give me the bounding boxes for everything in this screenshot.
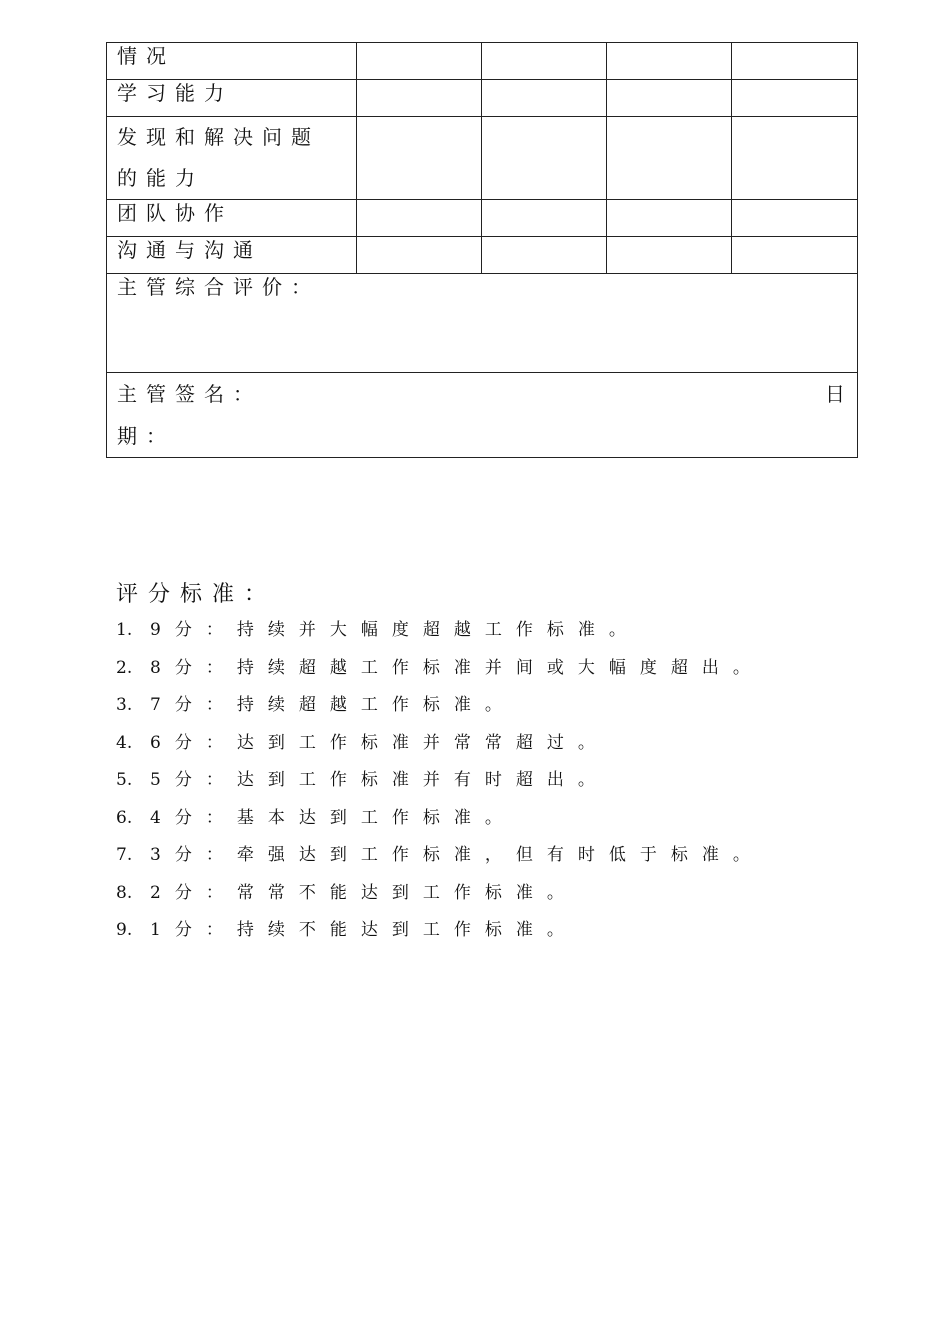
- row-label: 发现和解决问题的能力: [107, 117, 357, 200]
- signature-row: [107, 373, 858, 458]
- score-cell[interactable]: [732, 200, 858, 237]
- item-number: 5.: [116, 770, 133, 790]
- list-item: [116, 837, 836, 875]
- date-label-part1: 日: [825, 382, 845, 406]
- score-cell[interactable]: [482, 200, 607, 237]
- list-item: [116, 912, 836, 950]
- item-number: 6.: [116, 807, 133, 828]
- score-cell[interactable]: [732, 117, 858, 200]
- list-item: [116, 612, 836, 650]
- list-item: [116, 800, 836, 838]
- item-text: 5分：达到工作标准并有时超出。: [150, 770, 609, 790]
- signature-label: 主管签名：: [117, 382, 262, 406]
- summary-label: 主管综合评价：: [117, 275, 320, 299]
- item-number: 9.: [116, 920, 133, 940]
- list-item: [116, 725, 836, 763]
- summary-cell[interactable]: [107, 274, 858, 373]
- row-label: 沟通与沟通: [107, 237, 357, 274]
- score-cell[interactable]: [482, 43, 607, 80]
- item-text: 6分：达到工作标准并常常超过。: [150, 732, 609, 753]
- score-cell[interactable]: [357, 43, 482, 80]
- score-cell[interactable]: [357, 237, 482, 274]
- row-label: 情况: [107, 43, 357, 80]
- item-text: 7分：持续超越工作标准。: [150, 695, 516, 715]
- score-cell[interactable]: [482, 117, 607, 200]
- row-label: 团队协作: [107, 200, 357, 237]
- item-text: 1分：持续不能达到工作标准。: [150, 920, 578, 940]
- list-item: [116, 687, 836, 725]
- item-number: 4.: [116, 732, 133, 753]
- list-item: [116, 762, 836, 800]
- score-cell[interactable]: [482, 237, 607, 274]
- item-number: 1.: [116, 620, 133, 640]
- score-cell[interactable]: [732, 43, 858, 80]
- table-row: [107, 117, 858, 200]
- score-cell[interactable]: [482, 80, 607, 117]
- item-text: 8分：持续超越工作标准并间或大幅度超出。: [150, 657, 764, 678]
- score-cell[interactable]: [607, 117, 732, 200]
- table-row: [107, 43, 858, 80]
- score-cell[interactable]: [607, 237, 732, 274]
- criteria-title: 评分标准：: [116, 582, 277, 607]
- item-text: 4分：基本达到工作标准。: [150, 807, 516, 828]
- item-text: 2分：常常不能达到工作标准。: [150, 882, 578, 903]
- table-row: [107, 237, 858, 274]
- table-row: [107, 80, 858, 117]
- evaluation-table: [106, 42, 858, 458]
- score-cell[interactable]: [607, 80, 732, 117]
- score-cell[interactable]: [732, 237, 858, 274]
- score-cell[interactable]: [607, 200, 732, 237]
- item-number: 2.: [116, 657, 133, 678]
- score-cell[interactable]: [357, 80, 482, 117]
- score-cell[interactable]: [357, 200, 482, 237]
- item-number: 3.: [116, 695, 133, 715]
- table-row: [107, 200, 858, 237]
- score-cell[interactable]: [607, 43, 732, 80]
- list-item: [116, 650, 836, 688]
- row-label: 学习能力: [107, 80, 357, 117]
- summary-row: [107, 274, 858, 373]
- score-cell[interactable]: [732, 80, 858, 117]
- signature-cell[interactable]: [107, 373, 858, 458]
- item-text: 9分：持续并大幅度超越工作标准。: [150, 620, 640, 640]
- scoring-criteria: [116, 578, 836, 950]
- item-text: 3分：牵强达到工作标准，但有时低于标准。: [150, 845, 764, 865]
- list-item: [116, 875, 836, 913]
- date-label-part2: 期：: [117, 424, 175, 448]
- item-number: 7.: [116, 845, 133, 865]
- score-cell[interactable]: [357, 117, 482, 200]
- item-number: 8.: [116, 882, 133, 903]
